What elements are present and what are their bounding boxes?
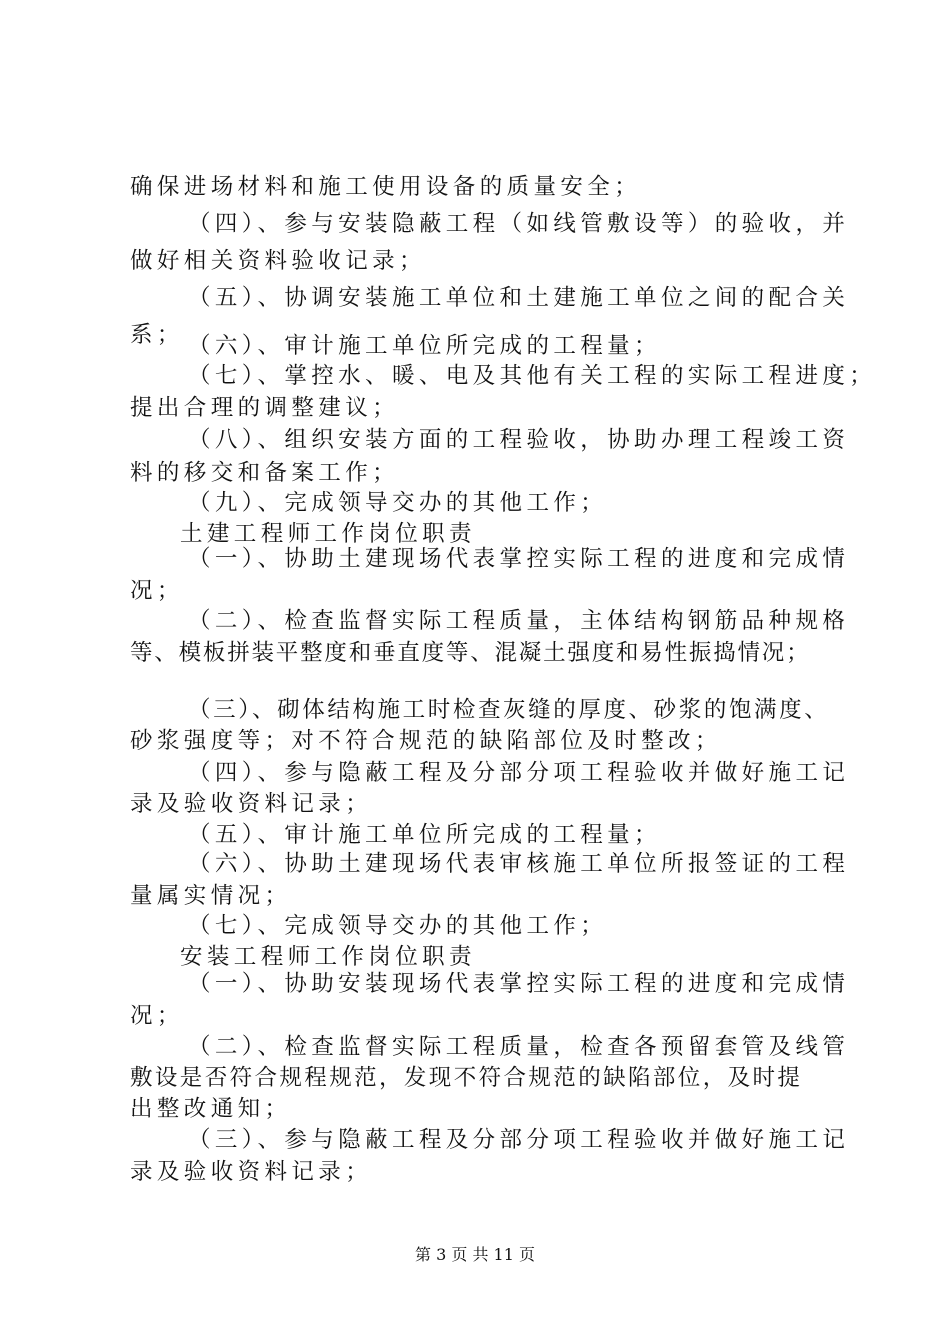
text-line: （七）、掌控水、暖、电及其他有关工程的实际工程进度； [188, 363, 877, 389]
text-line: 出整改通知； [130, 1096, 292, 1122]
text-line: （二）、检查监督实际工程质量，主体结构钢筋品种规格 [188, 608, 850, 634]
text-line: （二）、检查监督实际工程质量，检查各预留套管及线管 [188, 1034, 850, 1060]
text-line: （三）、砌体结构施工时检查灰缝的厚度、砂浆的饱满度、 [188, 697, 830, 723]
text-line: （四）、参与隐蔽工程及分部分项工程验收并做好施工记 [188, 760, 850, 786]
text-line: （八）、组织安装方面的工程验收，协助办理工程竣工资 [188, 427, 850, 453]
text-line: 录及验收资料记录； [130, 791, 373, 817]
text-line: （一）、协助土建现场代表掌控实际工程的进度和完成情 [188, 546, 850, 572]
text-line: 况； [130, 578, 184, 604]
text-line: （六）、协助土建现场代表审核施工单位所报签证的工程 [188, 851, 850, 877]
section-heading: 安装工程师工作岗位职责 [180, 944, 476, 970]
text-line: 系； [130, 322, 184, 348]
text-line: （三）、参与隐蔽工程及分部分项工程验收并做好施工记 [188, 1127, 850, 1153]
text-line: （九）、完成领导交办的其他工作； [188, 490, 608, 516]
text-line: （五）、协调安装施工单位和土建施工单位之间的配合关 [188, 285, 850, 311]
text-line: （六）、审计施工单位所完成的工程量； [188, 333, 661, 359]
text-line: （五）、审计施工单位所完成的工程量； [188, 822, 661, 848]
text-line: 况； [130, 1003, 184, 1029]
text-line: 等、模板拼装平整度和垂直度等、混凝土强度和易性振捣情况； [130, 640, 811, 666]
text-line: 敷设是否符合规程规范，发现不符合规范的缺陷部位，及时提 [130, 1065, 803, 1091]
text-line: 录及验收资料记录； [130, 1159, 373, 1185]
text-line: 砂浆强度等；对不符合规范的缺陷部位及时整改； [130, 728, 722, 754]
text-line: （一）、协助安装现场代表掌控实际工程的进度和完成情 [188, 971, 850, 997]
page-number-footer: 第 3 页 共 11 页 [415, 1245, 535, 1264]
text-line: 提出合理的调整建议； [130, 395, 400, 421]
text-line: 量属实情况； [130, 883, 292, 909]
text-line: （四）、参与安装隐蔽工程（如线管敷设等）的验收，并 [188, 211, 850, 237]
text-line: （七）、完成领导交办的其他工作； [188, 913, 608, 939]
text-line: 做好相关资料验收记录； [130, 248, 426, 274]
section-heading: 土建工程师工作岗位职责 [180, 521, 476, 547]
text-line: 确保进场材料和施工使用设备的质量安全； [130, 174, 642, 200]
text-line: 料的移交和备案工作； [130, 460, 400, 486]
